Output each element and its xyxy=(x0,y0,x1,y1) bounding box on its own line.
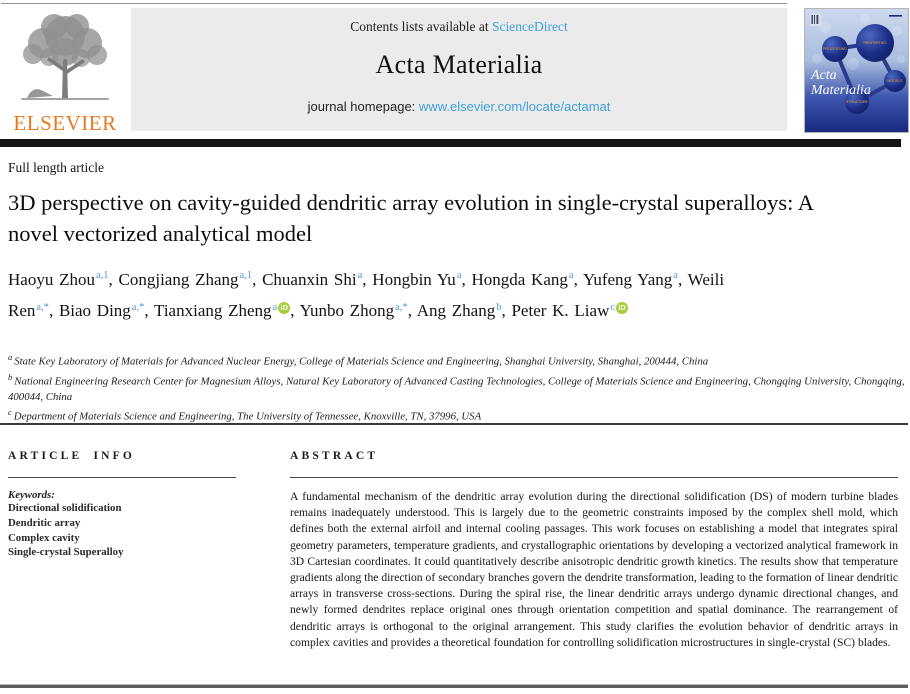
author xyxy=(119,270,263,289)
affiliation-mark: c xyxy=(8,407,12,418)
affiliation-mark: a xyxy=(8,352,13,362)
author-separator: , xyxy=(461,269,472,289)
contents-prefix: Contents lists available at xyxy=(350,19,492,34)
keywords-label: Keywords: xyxy=(8,489,55,501)
abstract-column xyxy=(290,450,898,651)
keyword-item: Single-crystal Superalloy xyxy=(8,546,124,559)
author xyxy=(583,270,688,289)
author-affiliation-mark: a xyxy=(673,270,678,281)
author xyxy=(154,301,300,320)
author-separator: , xyxy=(252,269,263,289)
affiliation xyxy=(8,350,905,370)
cover-sphere-label-processing: PROCESSING xyxy=(823,47,847,51)
author xyxy=(300,301,417,320)
sciencedirect-link[interactable]: ScienceDirect xyxy=(492,19,568,34)
keyword-item: Complex cavity xyxy=(8,531,80,544)
author-separator: , xyxy=(48,301,59,321)
homepage-prefix: journal homepage: xyxy=(307,99,419,114)
cover-title-line2: Materialia xyxy=(811,83,871,98)
author-name: Yunbo Zhong xyxy=(299,301,395,321)
abstract-text: A fundamental mechanism of the dendritic array evolution during the directional solidification (DS) of modern turbine blades remains inadequately understood. This is largely due to the geometric constraints imposed by the complex shell mold, which defines both the external airfoil and internal cooling passages. This work focuses on establishing a model that integrates spiral geometry parameters, temperature gradients, and crystallographic orientations by developing a vectorized analytical framework in 3D Cartesian coordinates. It could quantitatively describe anisotropic dendritic growth kinetics. The results show that temperature gradients along the direction of secondary branches govern the dendrite transformation, leading to the formation of linear dendritic arrays in transverse cross-sections. During the spiral rise, the linear dendritic arrays undergo dynamic directional changes, and newly formed dendrites replace original ones through orientation competition and spatial dominance. The rearrangement of dendritic arrays is orthogonal to the original arrangement. This study clarifies the evolution behavior of dendritic arrays in complex cavities and provides a theoretical foundation for controlling solidification microstructures in single-crystal (SC) blades. xyxy=(290,490,898,649)
author-name: Haoyu Zhou xyxy=(8,269,95,289)
article-info-column xyxy=(8,450,238,560)
author-affiliation-mark: a xyxy=(456,270,462,281)
affiliation-text: National Engineering Research Center for Magnesium Alloys, Natural Key Laboratory of Advanced Casting Technologies, College of Materials Science and Engineering, Chongqing University, Chongqing, 400044, China xyxy=(8,375,905,403)
homepage-link[interactable]: www.elsevier.com/locate/actamat xyxy=(418,99,611,114)
author-separator: , xyxy=(573,269,583,289)
bottom-divider xyxy=(0,684,908,688)
elsevier-logo[interactable] xyxy=(6,10,124,136)
elsevier-tree-icon xyxy=(9,10,121,106)
author-affiliation-mark: a xyxy=(568,270,574,281)
author xyxy=(262,270,372,289)
orcid-icon[interactable]: iD xyxy=(616,302,628,314)
homepage-line xyxy=(131,99,787,114)
author xyxy=(511,301,628,320)
author-name: Congjiang Zhang xyxy=(118,269,239,289)
keyword-list xyxy=(8,501,238,560)
affiliation xyxy=(8,370,905,405)
author-name: Biao Ding xyxy=(58,301,131,321)
author-separator: , xyxy=(290,301,300,321)
elsevier-wordmark: ELSEVIER xyxy=(13,111,117,135)
author-name: Peter K. Liaw xyxy=(511,301,610,321)
cover-barcode xyxy=(810,13,821,26)
author xyxy=(8,270,119,289)
author-separator: , xyxy=(108,269,119,289)
abstract-heading: ABSTRACT xyxy=(290,450,379,462)
section-divider xyxy=(0,423,908,425)
abstract-underline xyxy=(290,477,898,478)
top-divider xyxy=(1,3,787,4)
author-name: Hongda Kang xyxy=(471,269,568,289)
article-info-underline xyxy=(8,477,236,478)
article-title: 3D perspective on cavity-guided dendritic array evolution in single-crystal superalloys: A novel vectorized analytical model xyxy=(8,190,813,247)
keyword-item: Directional solidification xyxy=(8,502,122,514)
author-name: Chuanxin Shi xyxy=(262,269,357,289)
author-affiliation-mark: a xyxy=(272,301,278,313)
keyword-item: Dendritic array xyxy=(8,516,81,529)
affiliation-text: State Key Laboratory of Materials for Advanced Nuclear Energy, College of Materials Science and Engineering, Shanghai University, Shanghai, 200444, China xyxy=(14,355,709,368)
cover-title-line1: Acta xyxy=(811,68,837,83)
affiliation-list xyxy=(8,350,905,425)
author-name: Ang Zhang xyxy=(416,301,496,321)
author xyxy=(59,301,154,320)
author-affiliation-mark: a,* xyxy=(395,301,408,313)
author-affiliation-mark: a,1 xyxy=(239,270,253,281)
orcid-icon[interactable]: iD xyxy=(278,302,290,314)
author xyxy=(417,301,512,320)
author-name: Weili Ren xyxy=(8,269,725,321)
author-name: Yufeng Yang xyxy=(582,269,673,289)
author xyxy=(471,270,582,289)
author-list xyxy=(8,262,756,325)
journal-cover-thumbnail[interactable] xyxy=(804,8,909,133)
affiliation-mark: b xyxy=(8,372,13,382)
author-separator: , xyxy=(362,269,373,289)
article-info-heading: ARTICLE INFO xyxy=(8,450,136,462)
journal-title: Acta Materialia xyxy=(375,50,543,79)
author-name: Tianxiang Zheng xyxy=(154,301,272,321)
author-separator: , xyxy=(144,301,155,321)
author-affiliation-mark: a,* xyxy=(131,301,145,313)
author-affiliation-mark: a xyxy=(357,270,363,281)
affiliation-text: Department of Materials Science and Engineering, The University of Tennessee, Knoxville, TN, 37996, USA xyxy=(13,411,482,423)
author-separator: , xyxy=(407,301,417,321)
author-affiliation-mark: b xyxy=(496,301,502,313)
journal-cover-art xyxy=(805,9,908,132)
header-black-bar xyxy=(0,139,901,147)
cover-sphere-label-properties: PROPERTIES xyxy=(863,41,887,45)
cover-sphere-label-structure: STRUCTURE xyxy=(845,100,869,104)
author-affiliation-mark: a,* xyxy=(36,301,49,313)
author-affiliation-mark: a,1 xyxy=(95,270,109,281)
author-affiliation-mark: c xyxy=(610,301,616,313)
cover-sphere-label-models: MODELS xyxy=(887,79,903,83)
author-separator: , xyxy=(677,269,688,289)
journal-header-banner xyxy=(131,8,787,131)
contents-line xyxy=(131,8,787,35)
author-name: Hongbin Yu xyxy=(372,269,456,289)
author-separator: , xyxy=(501,301,512,321)
cover-issue-text xyxy=(889,15,902,17)
author xyxy=(372,270,471,289)
article-type-label: Full length article xyxy=(8,160,104,175)
